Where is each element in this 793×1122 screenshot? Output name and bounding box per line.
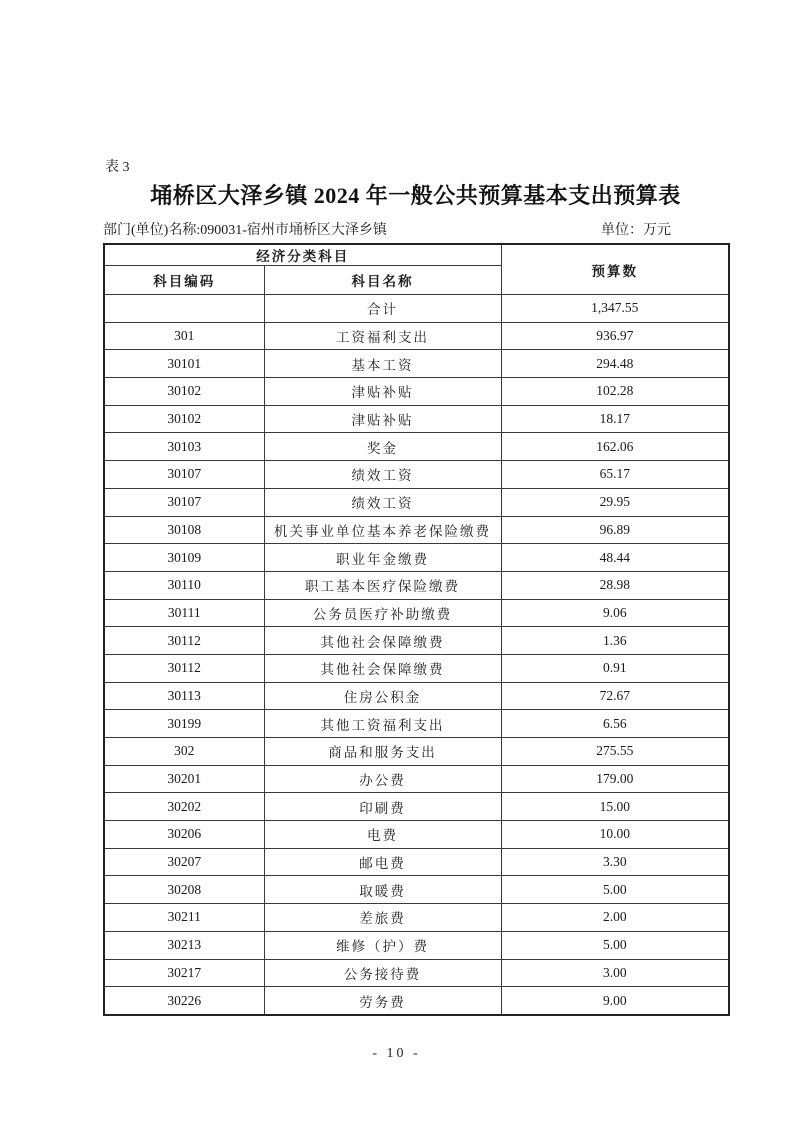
cell-amount: 29.95: [501, 488, 729, 516]
cell-amount: 294.48: [501, 350, 729, 378]
table-row: [104, 682, 729, 710]
cell-code: 30101: [104, 350, 264, 378]
table-row: [104, 876, 729, 904]
cell-amount: 48.44: [501, 544, 729, 572]
meta-row: [103, 219, 728, 239]
cell-code: 302: [104, 738, 264, 766]
table-row: [104, 848, 729, 876]
cell-amount: 2.00: [501, 904, 729, 932]
cell-code: 30207: [104, 848, 264, 876]
cell-code: 30102: [104, 378, 264, 406]
cell-code: 30112: [104, 654, 264, 682]
cell-name: 差旅费: [264, 904, 501, 932]
cell-code: 30201: [104, 765, 264, 793]
table-row: [104, 765, 729, 793]
cell-amount: 10.00: [501, 821, 729, 849]
cell-name: 其他工资福利支出: [264, 710, 501, 738]
cell-amount: 5.00: [501, 876, 729, 904]
table-row: [104, 599, 729, 627]
table-row: [104, 987, 729, 1015]
cell-code: 30202: [104, 793, 264, 821]
table-row: [104, 461, 729, 489]
cell-name: 奖金: [264, 433, 501, 461]
budget-table-header: [104, 244, 729, 295]
table-row: [104, 627, 729, 655]
cell-name: 公务接待费: [264, 959, 501, 987]
cell-name: 基本工资: [264, 350, 501, 378]
cell-name: 津贴补贴: [264, 405, 501, 433]
cell-amount: 6.56: [501, 710, 729, 738]
page-title: 埇桥区大泽乡镇 2024 年一般公共预算基本支出预算表: [150, 183, 681, 208]
table-row: [104, 378, 729, 406]
table-label: 表 3: [105, 160, 130, 175]
cell-amount: 18.17: [501, 405, 729, 433]
cell-name: 绩效工资: [264, 488, 501, 516]
cell-amount: 9.06: [501, 599, 729, 627]
header-subject-name: 科目名称: [264, 266, 501, 295]
cell-name: 职业年金缴费: [264, 544, 501, 572]
cell-name: 住房公积金: [264, 682, 501, 710]
department-name: 部门(单位)名称:090031-宿州市埇桥区大泽乡镇: [103, 223, 387, 238]
cell-amount: 1,347.55: [501, 295, 729, 323]
table-row: [104, 738, 729, 766]
table-row: [104, 322, 729, 350]
cell-amount: 15.00: [501, 793, 729, 821]
cell-amount: 0.91: [501, 654, 729, 682]
cell-name: 商品和服务支出: [264, 738, 501, 766]
cell-name: 取暖费: [264, 876, 501, 904]
cell-amount: 72.67: [501, 682, 729, 710]
cell-code: 30107: [104, 488, 264, 516]
cell-amount: 9.00: [501, 987, 729, 1015]
table-row: [104, 571, 729, 599]
table-row: [104, 793, 729, 821]
cell-name: 电费: [264, 821, 501, 849]
cell-name: 劳务费: [264, 987, 501, 1015]
cell-amount: 3.30: [501, 848, 729, 876]
cell-amount: 162.06: [501, 433, 729, 461]
page-number: - 10 -: [372, 1046, 421, 1061]
cell-code: 30111: [104, 599, 264, 627]
cell-amount: 179.00: [501, 765, 729, 793]
cell-amount: 102.28: [501, 378, 729, 406]
table-row: [104, 488, 729, 516]
cell-name: 邮电费: [264, 848, 501, 876]
cell-code: 30199: [104, 710, 264, 738]
cell-name: 办公费: [264, 765, 501, 793]
cell-code: 30113: [104, 682, 264, 710]
cell-code: 30217: [104, 959, 264, 987]
table-row: [104, 959, 729, 987]
cell-amount: 65.17: [501, 461, 729, 489]
table-row: [104, 405, 729, 433]
cell-name: 工资福利支出: [264, 322, 501, 350]
cell-code: 30208: [104, 876, 264, 904]
table-row: [104, 350, 729, 378]
cell-code: 30108: [104, 516, 264, 544]
cell-code: 30213: [104, 931, 264, 959]
cell-code: 30112: [104, 627, 264, 655]
cell-code: 30226: [104, 987, 264, 1015]
header-subject-code: 科目编码: [104, 266, 264, 295]
table-row: [104, 516, 729, 544]
cell-amount: 275.55: [501, 738, 729, 766]
cell-name: 其他社会保障缴费: [264, 654, 501, 682]
cell-amount: 96.89: [501, 516, 729, 544]
cell-amount: 1.36: [501, 627, 729, 655]
table-row: [104, 710, 729, 738]
cell-amount: 3.00: [501, 959, 729, 987]
cell-amount: 28.98: [501, 571, 729, 599]
cell-name: 合计: [264, 295, 501, 323]
cell-code: 301: [104, 322, 264, 350]
cell-code: 30206: [104, 821, 264, 849]
cell-code: 30103: [104, 433, 264, 461]
table-row: [104, 654, 729, 682]
cell-code: 30110: [104, 571, 264, 599]
cell-code: 30102: [104, 405, 264, 433]
table-row: [104, 821, 729, 849]
cell-name: 印刷费: [264, 793, 501, 821]
cell-code: 30107: [104, 461, 264, 489]
cell-amount: 936.97: [501, 322, 729, 350]
cell-name: 维修（护）费: [264, 931, 501, 959]
table-row: [104, 433, 729, 461]
cell-code: 30109: [104, 544, 264, 572]
header-budget-amount: 预算数: [501, 244, 729, 295]
unit-label: 单位：万元: [601, 223, 671, 238]
table-row: [104, 544, 729, 572]
cell-name: 津贴补贴: [264, 378, 501, 406]
budget-table: [103, 243, 730, 1016]
cell-code: 30211: [104, 904, 264, 932]
header-row-group: [104, 244, 729, 266]
cell-name: 绩效工资: [264, 461, 501, 489]
cell-name: 公务员医疗补助缴费: [264, 599, 501, 627]
table-row: [104, 904, 729, 932]
cell-name: 机关事业单位基本养老保险缴费: [264, 516, 501, 544]
cell-name: 职工基本医疗保险缴费: [264, 571, 501, 599]
budget-table-body: [104, 295, 729, 1015]
table-row: [104, 931, 729, 959]
header-economic-classification: 经济分类科目: [104, 244, 501, 266]
cell-amount: 5.00: [501, 931, 729, 959]
cell-name: 其他社会保障缴费: [264, 627, 501, 655]
cell-code: [104, 295, 264, 323]
table-row: [104, 295, 729, 323]
